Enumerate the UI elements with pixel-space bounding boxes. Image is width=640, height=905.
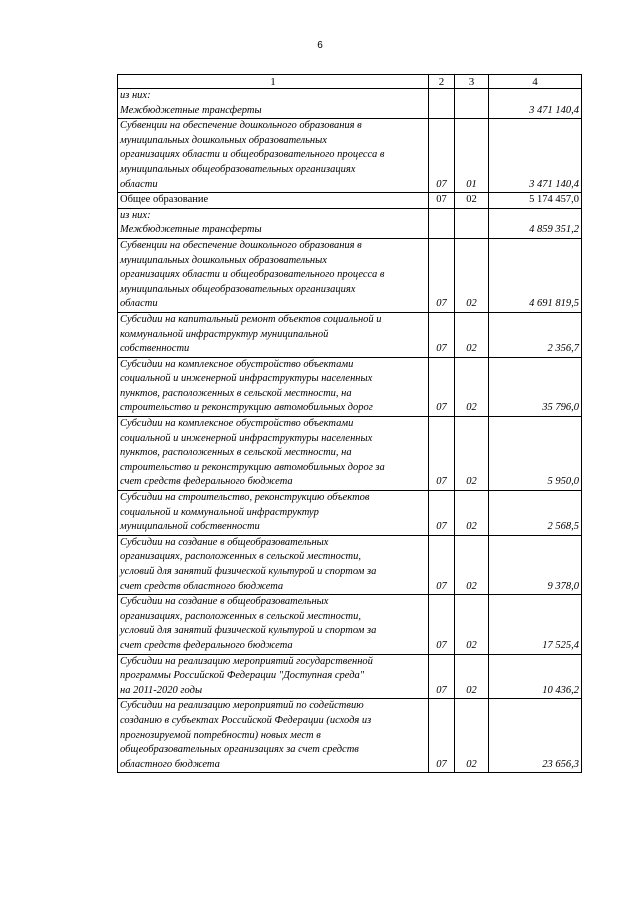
subsection-code: [455, 208, 489, 238]
section-code: 07: [429, 535, 455, 594]
description-line: Субсидии на комплексное обустройство объектами: [120, 418, 354, 430]
description-line: Субвенции на обеспечение дошкольного образования в: [120, 120, 362, 132]
description-line: условий для занятий физической культурой и спортом за: [120, 625, 377, 637]
description-line: Межбюджетные трансферты: [120, 104, 262, 116]
amount-cell: 2 356,7: [489, 312, 582, 357]
amount-cell: 9 378,0: [489, 535, 582, 594]
amount-cell: 3 471 140,4: [489, 119, 582, 193]
description-line: собственности: [120, 343, 190, 355]
description-line: муниципальной собственности: [120, 521, 260, 533]
description-line: Субсидии на реализацию мероприятий государственной: [120, 655, 373, 667]
column-header-3: 3: [455, 75, 489, 89]
row-description: [118, 535, 429, 594]
amount-cell: 4 859 351,2: [489, 208, 582, 238]
subsection-code: 02: [455, 193, 489, 209]
table-row: [118, 699, 582, 773]
subsection-code: 02: [455, 654, 489, 699]
section-code: 07: [429, 595, 455, 654]
subsection-code: 02: [455, 357, 489, 416]
table-row: [118, 193, 582, 209]
description-line: прогнозируемой потребности) новых мест в: [120, 729, 321, 741]
description-line: на 2011-2020 годы: [120, 684, 203, 696]
row-description: [118, 312, 429, 357]
row-description: [118, 119, 429, 193]
description-line: области: [120, 178, 158, 190]
table-row: [118, 535, 582, 594]
row-description: [118, 595, 429, 654]
description-line: социальной и инженерной инфраструктуры населенных: [120, 373, 373, 385]
description-line: Субсидии на создание в общеобразовательных: [120, 536, 329, 548]
amount-cell: 5 950,0: [489, 417, 582, 491]
description-line: созданию в субъектах Российской Федерации (исходя из: [120, 714, 372, 726]
section-code: [429, 208, 455, 238]
section-code: 07: [429, 312, 455, 357]
table-header-row: [118, 75, 582, 89]
description-line: Субсидии на комплексное обустройство объектами: [120, 358, 354, 370]
table-row: [118, 89, 582, 119]
subsection-code: 02: [455, 238, 489, 312]
description-line: Субсидии на капитальный ремонт объектов социальной и: [120, 313, 382, 325]
column-header-2: 2: [429, 75, 455, 89]
row-description: [118, 417, 429, 491]
table-row: [118, 208, 582, 238]
table-row: [118, 491, 582, 536]
description-line: счет средств федерального бюджета: [120, 476, 293, 488]
amount-cell: 2 568,5: [489, 491, 582, 536]
budget-table: [117, 74, 582, 773]
subsection-code: [455, 89, 489, 119]
description-line: общеобразовательных организациях за счет средств: [120, 744, 359, 756]
amount-cell: 5 174 457,0: [489, 193, 582, 209]
amount-cell: 23 656,3: [489, 699, 582, 773]
column-header-1: 1: [118, 75, 429, 89]
subsection-code: 02: [455, 417, 489, 491]
table-row: [118, 417, 582, 491]
description-line: пунктов, расположенных в сельской местности, на: [120, 447, 352, 459]
row-description: [118, 357, 429, 416]
subsection-code: 02: [455, 535, 489, 594]
description-line: Субсидии на реализацию мероприятий по содействию: [120, 700, 364, 712]
section-code: 07: [429, 357, 455, 416]
subsection-code: 02: [455, 595, 489, 654]
description-line: муниципальных дошкольных образовательных: [120, 134, 327, 146]
section-code: 07: [429, 699, 455, 773]
description-line: коммунальной инфраструктур муниципальной: [120, 328, 329, 340]
row-description: [118, 193, 429, 209]
description-line: Межбюджетные трансферты: [120, 224, 262, 236]
description-line: счет средств областного бюджета: [120, 580, 284, 592]
description-line: пунктов, расположенных в сельской местности, на: [120, 387, 352, 399]
row-description: [118, 238, 429, 312]
description-line: социальной и инженерной инфраструктуры населенных: [120, 432, 373, 444]
description-line: муниципальных общеобразовательных организациях: [120, 163, 356, 175]
subsection-code: 02: [455, 491, 489, 536]
description-line: Субсидии на строительство, реконструкцию объектов: [120, 492, 370, 504]
description-line: области: [120, 298, 158, 310]
row-description: [118, 89, 429, 119]
description-line: организациях области и общеобразовательного процесса в: [120, 269, 385, 281]
table-row: [118, 654, 582, 699]
table-row: [118, 312, 582, 357]
amount-cell: 10 436,2: [489, 654, 582, 699]
description-line: условий для занятий физической культурой и спортом за: [120, 566, 377, 577]
table-row: [118, 119, 582, 193]
section-code: 07: [429, 238, 455, 312]
description-line: организациях, расположенных в сельской местности,: [120, 551, 361, 563]
description-line: Общее образование: [120, 194, 209, 206]
description-line: счет средств федерального бюджета: [120, 639, 293, 651]
page-number: 6: [317, 40, 323, 51]
amount-cell: 35 796,0: [489, 357, 582, 416]
description-line: областного бюджета: [120, 758, 220, 770]
section-code: 07: [429, 654, 455, 699]
description-line: организациях области и общеобразовательного процесса в: [120, 149, 385, 161]
description-line: Субсидии на создание в общеобразовательных: [120, 596, 329, 608]
row-description: [118, 208, 429, 238]
description-line: муниципальных общеобразовательных организациях: [120, 283, 356, 295]
description-line: организациях, расположенных в сельской местности,: [120, 610, 361, 622]
description-line: из них:: [120, 90, 151, 101]
amount-cell: 3 471 140,4: [489, 89, 582, 119]
section-code: 07: [429, 119, 455, 193]
section-code: 07: [429, 417, 455, 491]
row-description: [118, 491, 429, 536]
table-row: [118, 357, 582, 416]
subsection-code: 02: [455, 699, 489, 773]
amount-cell: 4 691 819,5: [489, 238, 582, 312]
section-code: 07: [429, 491, 455, 536]
subsection-code: 02: [455, 312, 489, 357]
description-line: строительство и реконструкцию автомобильных дорог за: [120, 461, 385, 473]
description-line: программы Российской Федерации "Доступная среда": [120, 670, 365, 682]
table-row: [118, 595, 582, 654]
column-header-4: 4: [489, 75, 582, 89]
table-row: [118, 238, 582, 312]
description-line: Субвенции на обеспечение дошкольного образования в: [120, 239, 362, 251]
description-line: муниципальных дошкольных образовательных: [120, 254, 327, 266]
section-code: 07: [429, 193, 455, 209]
amount-cell: 17 525,4: [489, 595, 582, 654]
table-body: [118, 89, 582, 773]
section-code: [429, 89, 455, 119]
description-line: из них:: [120, 209, 151, 221]
description-line: социальной и коммунальной инфраструктур: [120, 506, 319, 518]
row-description: [118, 654, 429, 699]
row-description: [118, 699, 429, 773]
description-line: строительство и реконструкцию автомобильных дорог: [120, 402, 373, 414]
subsection-code: 01: [455, 119, 489, 193]
